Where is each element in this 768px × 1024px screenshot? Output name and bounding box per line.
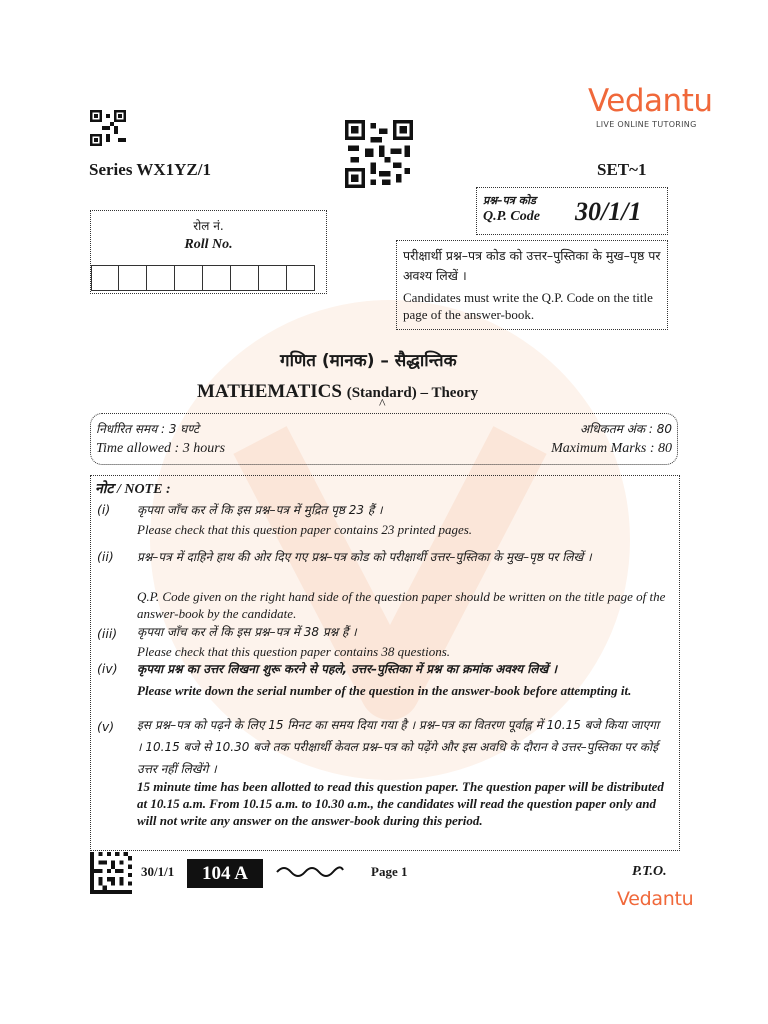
subject-title-english	[197, 381, 478, 403]
note-item-hindi: कृपया जाँच कर लें कि इस प्रश्न–पत्र में 38 प्रश्न हैं ।	[137, 625, 357, 639]
note-item-english: Please check that this question paper contains 23 printed pages.	[137, 522, 473, 537]
candidate-instruction-box	[396, 240, 668, 330]
qr-code-center	[343, 120, 415, 188]
subject-title-hindi: गणित (मानक) – सैद्धान्तिक	[280, 351, 457, 371]
note-item-hindi: प्रश्न–पत्र में दाहिने हाथ की ओर दिए गए प्रश्न–पत्र कोड को परीक्षार्थी उत्तर–पुस्तिका के मुख–पृष्ठ पर लिखें ।	[137, 550, 592, 564]
time-allowed-english: Time allowed : 3 hours	[96, 441, 226, 456]
roll-cell	[203, 265, 231, 291]
brand-name: Vedantu	[588, 83, 713, 119]
qp-code-label-english: Q.P. Code	[483, 209, 540, 224]
note-item-english: 15 minute time has been allotted to read this question paper. The question paper will be distributed at 10.15 a.m. From 10.15 a.m. to 10.30 a.m., the candidates will read the question paper only and will not write any answer on the answer-book during this period.	[137, 779, 664, 828]
roll-cell	[91, 265, 119, 291]
subject-main: MATHEMATICS	[197, 381, 342, 402]
roll-cell	[175, 265, 203, 291]
note-item-english: Please write down the serial number of the question in the answer-book before attempting it.	[137, 683, 632, 698]
roll-label-english: Roll No.	[184, 237, 233, 252]
set-label: SET~1	[597, 160, 647, 179]
please-turn-over: P.T.O.	[632, 864, 667, 879]
wave-ornament-icon	[275, 862, 345, 882]
max-marks-hindi: अधिकतम अंक : 80	[579, 422, 672, 436]
roll-number-cells	[91, 265, 315, 291]
roll-cell	[259, 265, 287, 291]
note-title: नोट / NOTE :	[95, 482, 171, 497]
candidate-instruction-hindi: परीक्षार्थी प्रश्न–पत्र कोड को उत्तर–पुस्तिका के मुख–पृष्ठ पर अवश्य लिखें ।	[403, 248, 661, 283]
series-label: Series WX1YZ/1	[89, 160, 211, 179]
qp-code-value: 30/1/1	[575, 197, 642, 226]
note-box	[90, 475, 680, 851]
note-item-hindi: इस प्रश्न–पत्र को पढ़ने के लिए 15 मिनट का समय दिया गया है । प्रश्न–पत्र का वितरण पूर्वाह्न में 10.15 बजे किया जाएगा । 10.15 बजे से 10.30 बजे तक परीक्षार्थी केवल प्रश्न–पत्र को पढ़ेंगे और इस अवधि के दौरान वे उत्तर–पुस्तिका पर कोई उत्तर नहीं लिखेंगे ।	[137, 718, 659, 776]
note-item-english: Please check that this question paper contains 38 questions.	[137, 644, 451, 659]
note-item-number: (iv)	[97, 661, 118, 676]
qp-code-box	[476, 187, 668, 235]
footer-qp-code: 30/1/1	[141, 864, 175, 879]
roll-cell	[119, 265, 147, 291]
time-allowed-hindi: निर्धारित समय : 3 घण्टे	[96, 422, 200, 436]
datamatrix-code	[90, 852, 132, 894]
brand-tagline: LIVE ONLINE TUTORING	[596, 120, 697, 129]
note-item-number: (ii)	[97, 549, 114, 564]
roll-cell	[231, 265, 259, 291]
roll-cell	[147, 265, 175, 291]
roll-number-box	[90, 210, 327, 294]
candidate-instruction-english: Candidates must write the Q.P. Code on the title page of the answer-book.	[403, 290, 653, 322]
note-item-number: (iii)	[97, 626, 118, 641]
note-item-number: (v)	[97, 719, 115, 734]
brand-logo	[588, 84, 713, 129]
roll-cell	[287, 265, 315, 291]
caret-mark: ^	[379, 397, 386, 412]
subject-qualifier: (Standard) – Theory	[346, 385, 479, 401]
time-marks-box	[90, 413, 678, 465]
note-item-hindi: कृपया जाँच कर लें कि इस प्रश्न–पत्र में मुद्रित पृष्ठ 23 हैं ।	[137, 503, 383, 517]
qp-code-label-hindi: प्रश्न–पत्र कोड	[483, 194, 536, 207]
max-marks-english: Maximum Marks : 80	[551, 441, 672, 456]
roll-label-hindi: रोल नं.	[193, 219, 224, 233]
page-number: Page 1	[371, 864, 408, 879]
qr-code-small	[90, 110, 126, 146]
brand-logo-bottom: Vedantu	[617, 888, 694, 910]
footer-code-badge: 104 A	[187, 859, 263, 888]
note-item-number: (i)	[97, 502, 111, 517]
note-item-hindi: कृपया प्रश्न का उत्तर लिखना शुरू करने से पहले, उत्तर–पुस्तिका में प्रश्न का क्रमांक अवश्य लिखें ।	[137, 662, 558, 676]
note-item-english: Q.P. Code given on the right hand side of the question paper should be written on the title page of the answer-book by the candidate.	[137, 589, 666, 621]
